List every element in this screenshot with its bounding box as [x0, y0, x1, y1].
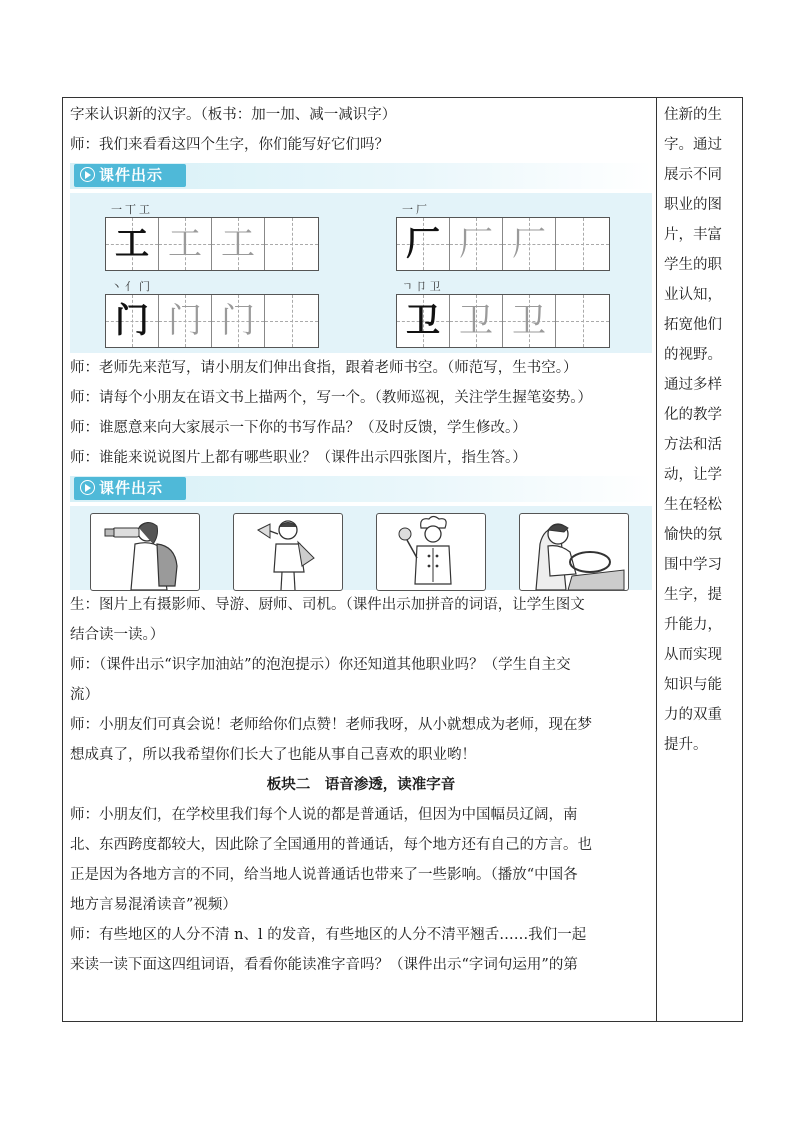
column-divider: [656, 97, 657, 1022]
model-char: 厂: [406, 224, 440, 264]
text-line: 师：小朋友们可真会说！老师给你们点赞！老师我呀，从小就想成为老师，现在梦: [70, 717, 592, 733]
trace-char: 工: [221, 224, 255, 264]
trace-char: 门: [168, 301, 202, 341]
stroke-order: 一厂: [402, 203, 430, 216]
tour-guide-image: [233, 513, 343, 591]
text-line: 师：小朋友们，在学校里我们每个人说的都是普通话，但因为中国幅员辽阔，南: [70, 807, 578, 823]
trace-char: 卫: [459, 301, 493, 341]
trace-char: 厂: [512, 224, 546, 264]
trace-char: 工: [168, 224, 202, 264]
side-line: 生在轻松: [664, 497, 722, 513]
side-line: 动，让学: [664, 467, 722, 483]
side-line: 拓宽他们: [664, 317, 722, 333]
side-line: 愉快的氛: [664, 527, 722, 543]
model-char: 工: [115, 224, 149, 264]
courseware-tag: [74, 164, 186, 187]
side-line: 升能力，: [664, 617, 722, 633]
side-line: 业认知，: [664, 287, 722, 303]
design-intent-column: [664, 100, 734, 760]
job-photos-panel: [70, 506, 652, 590]
play-icon: [80, 167, 95, 182]
banner-label: 课件出示: [99, 479, 164, 497]
side-line: 职业的图: [664, 197, 722, 213]
section-title: 板块二 语音渗透，读准字音: [266, 776, 456, 793]
char-grid-men: [105, 280, 319, 348]
side-line: 片，丰富: [664, 227, 722, 243]
text-line: 师：（课件出示“识字加油站”的泡泡提示）你还知道其他职业吗？（学生自主交: [70, 657, 571, 673]
text-line: 师：我们来看看这四个生字，你们能写好它们吗？: [70, 137, 389, 153]
text-line: 字来认识新的汉字。（板书：加一加、减一减识字）: [70, 107, 397, 123]
side-line: 通过多样: [664, 377, 722, 393]
trace-char: 卫: [512, 301, 546, 341]
text-line: 师：老师先来范写，请小朋友们伸出食指，跟着老师书空。（师范写，生书空。）: [70, 360, 578, 376]
text-line: 正是因为各地方言的不同，给当地人说普通话也带来了一些影响。（播放“中国各: [70, 867, 578, 883]
text-line: 师：有些地区的人分不清 n、l 的发音，有些地区的人分不清平翘舌……我们一起: [70, 927, 587, 943]
side-line: 围中学习: [664, 557, 722, 573]
side-line: 生字，提: [664, 587, 722, 603]
char-grid-chang: [396, 203, 610, 271]
courseware-tag: [74, 477, 186, 500]
stroke-order: ㄱ卩卫: [402, 280, 444, 293]
text-line: 师：谁能来说说图片上都有哪些职业？（课件出示四张图片，指生答。）: [70, 450, 527, 466]
text-line: 想成真了，所以我希望你们长大了也能从事自己喜欢的职业哟！: [70, 747, 476, 763]
side-line: 字。通过: [664, 137, 722, 153]
stroke-order: 一丅工: [111, 203, 153, 216]
stroke-order: 丶亻门: [111, 280, 153, 293]
courseware-banner: [70, 476, 652, 502]
side-line: 化的教学: [664, 407, 722, 423]
model-char: 卫: [406, 301, 440, 341]
text-line: 北、东西跨度都较大，因此除了全国通用的普通话，每个地方还有自己的方言。也: [70, 837, 592, 853]
text-line: 师：请每个小朋友在语文书上描两个，写一个。（教师巡视，关注学生握笔姿势。）: [70, 390, 592, 406]
side-line: 力的双重: [664, 707, 722, 723]
play-icon: [80, 480, 95, 495]
courseware-banner: [70, 163, 652, 189]
text-line: 生：图片上有摄影师、导游、厨师、司机。（课件出示加拼音的词语，让学生图文: [70, 597, 585, 613]
side-line: 方法和活: [664, 437, 722, 453]
side-line: 住新的生: [664, 107, 722, 123]
trace-char: 门: [221, 301, 255, 341]
side-line: 学生的职: [664, 257, 722, 273]
text-line: 结合读一读。）: [70, 627, 165, 643]
trace-char: 厂: [459, 224, 493, 264]
side-line: 从而实现: [664, 647, 722, 663]
driver-image: [519, 513, 629, 591]
side-line: 知识与能: [664, 677, 722, 693]
side-line: 的视野。: [664, 347, 722, 363]
banner-label: 课件出示: [99, 166, 164, 184]
text-line: 流）: [70, 687, 99, 703]
model-char: 门: [115, 301, 149, 341]
text-line: 师：谁愿意来向大家展示一下你的书写作品？（及时反馈，学生修改。）: [70, 420, 527, 436]
writing-grid-panel: [70, 193, 652, 353]
char-grid-wei: [396, 280, 610, 348]
main-column: [70, 100, 652, 980]
char-grid-gong: [105, 203, 319, 271]
side-line: 展示不同: [664, 167, 722, 183]
side-line: 提升。: [664, 737, 708, 753]
photographer-image: [90, 513, 200, 591]
chef-image: [376, 513, 486, 591]
text-line: 地方言易混淆读音”视频）: [70, 897, 237, 913]
text-line: 来读一读下面这四组词语，看看你能读准字音吗？（课件出示“字词句运用”的第: [70, 957, 578, 973]
